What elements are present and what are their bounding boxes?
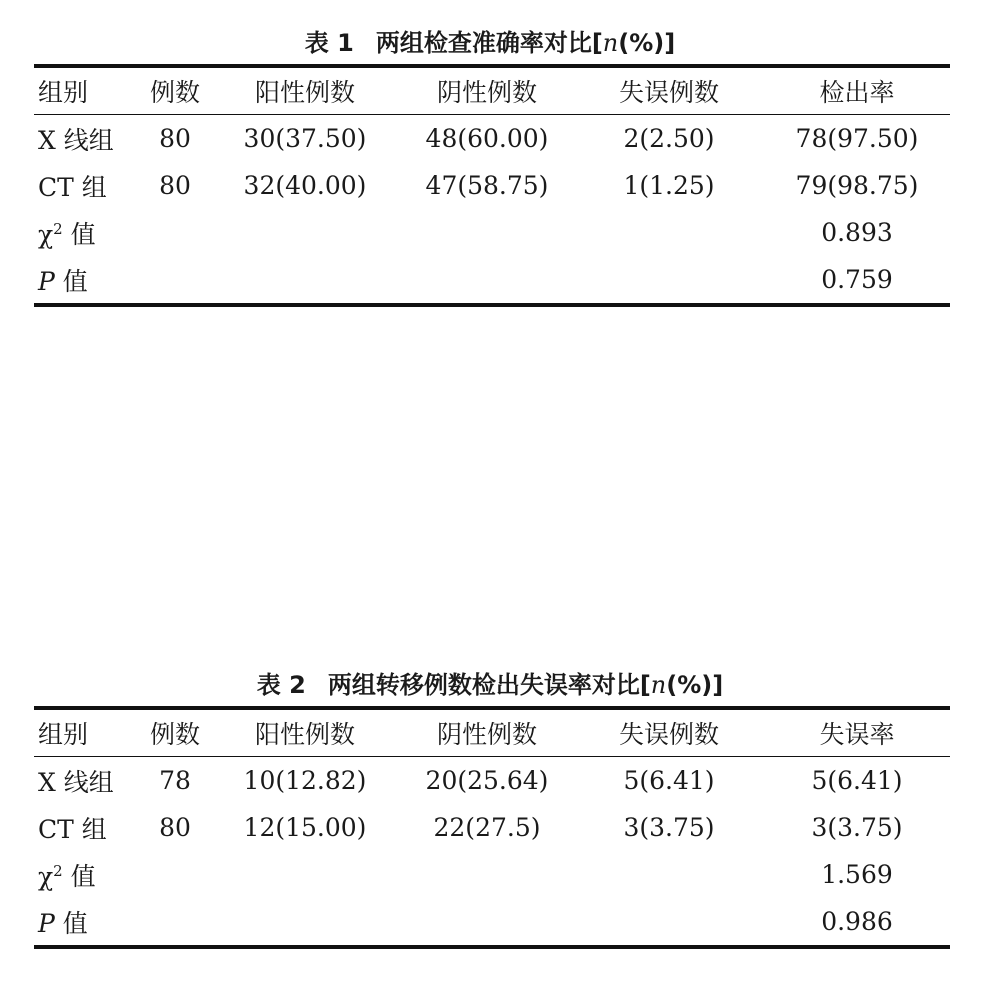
- data-table: [34, 706, 950, 949]
- header-negative: 阴性例数: [436, 720, 537, 749]
- cell-count: 80: [159, 813, 191, 842]
- header-row: [34, 708, 950, 757]
- header-count: 例数: [149, 720, 200, 749]
- table-2: [34, 664, 946, 949]
- header-error: 失误例数: [618, 720, 719, 749]
- caption-tail: (%)]: [666, 671, 724, 699]
- cell-error: 3(3.75): [623, 813, 715, 842]
- cell-negative: 22(27.5): [433, 813, 541, 842]
- cell-positive: 12(15.00): [243, 813, 367, 842]
- chi-symbol: χ: [38, 861, 54, 891]
- cell-error: 2(2.50): [623, 124, 715, 153]
- cell-count: 80: [159, 124, 191, 153]
- cell-count: 80: [159, 171, 191, 200]
- cell-group: X 线组: [38, 767, 114, 797]
- header-positive: 阳性例数: [254, 78, 355, 107]
- cell-rate: 79(98.75): [795, 171, 919, 200]
- p-value-label: [34, 898, 140, 947]
- chi-superscript: 2: [53, 861, 63, 880]
- chi-square-value: 1.569: [821, 860, 893, 889]
- chi-superscript: 2: [53, 219, 63, 238]
- p-value-row: [34, 256, 950, 305]
- cell-group: X 线组: [38, 125, 114, 155]
- table-caption: [34, 664, 946, 706]
- cell-error: 1(1.25): [623, 171, 715, 200]
- cell-count: 78: [159, 766, 191, 795]
- caption-number: 表 1: [304, 29, 354, 57]
- cell-error: 5(6.41): [623, 766, 715, 795]
- caption-title: 两组转移例数检出失误率对比[: [327, 671, 651, 699]
- caption-n: n: [602, 29, 619, 57]
- caption-tail: (%)]: [618, 29, 676, 57]
- caption-n: n: [650, 671, 667, 699]
- chi-square-row: [34, 851, 950, 898]
- chi-square-label: [34, 851, 140, 898]
- p-value: 0.986: [821, 907, 893, 936]
- table-row: [34, 804, 950, 851]
- cell-negative: 47(58.75): [425, 171, 549, 200]
- cell-rate: 3(3.75): [811, 813, 903, 842]
- header-positive: 阳性例数: [254, 720, 355, 749]
- caption-number: 表 2: [256, 671, 306, 699]
- p-value-label: [34, 256, 140, 305]
- header-error: 失误例数: [618, 78, 719, 107]
- p-symbol: P: [38, 266, 55, 296]
- chi-square-row: [34, 209, 950, 256]
- header-row: [34, 66, 950, 115]
- cell-group: CT 组: [38, 172, 107, 202]
- chi-suffix: 值: [62, 219, 96, 249]
- chi-symbol: χ: [38, 219, 54, 249]
- data-table: [34, 64, 950, 307]
- header-rate: 失误率: [819, 720, 895, 749]
- caption-title: 两组检查准确率对比[: [375, 29, 603, 57]
- header-group: 组别: [38, 78, 89, 107]
- cell-positive: 32(40.00): [243, 171, 367, 200]
- table-row: [34, 162, 950, 209]
- table-row: [34, 757, 950, 805]
- table-row: [34, 115, 950, 163]
- header-count: 例数: [149, 78, 200, 107]
- p-suffix: 值: [54, 266, 88, 296]
- chi-square-value: 0.893: [821, 218, 893, 247]
- chi-suffix: 值: [62, 861, 96, 891]
- cell-positive: 10(12.82): [243, 766, 367, 795]
- p-symbol: P: [38, 908, 55, 938]
- p-value: 0.759: [821, 265, 893, 294]
- cell-rate: 78(97.50): [795, 124, 919, 153]
- cell-rate: 5(6.41): [811, 766, 903, 795]
- cell-group: CT 组: [38, 814, 107, 844]
- header-group: 组别: [38, 720, 89, 749]
- table-1: [34, 22, 946, 307]
- cell-negative: 48(60.00): [425, 124, 549, 153]
- chi-square-label: [34, 209, 140, 256]
- cell-negative: 20(25.64): [425, 766, 549, 795]
- p-suffix: 值: [54, 908, 88, 938]
- table-caption: [34, 22, 946, 64]
- header-rate: 检出率: [819, 78, 895, 107]
- cell-positive: 30(37.50): [243, 124, 367, 153]
- p-value-row: [34, 898, 950, 947]
- header-negative: 阴性例数: [436, 78, 537, 107]
